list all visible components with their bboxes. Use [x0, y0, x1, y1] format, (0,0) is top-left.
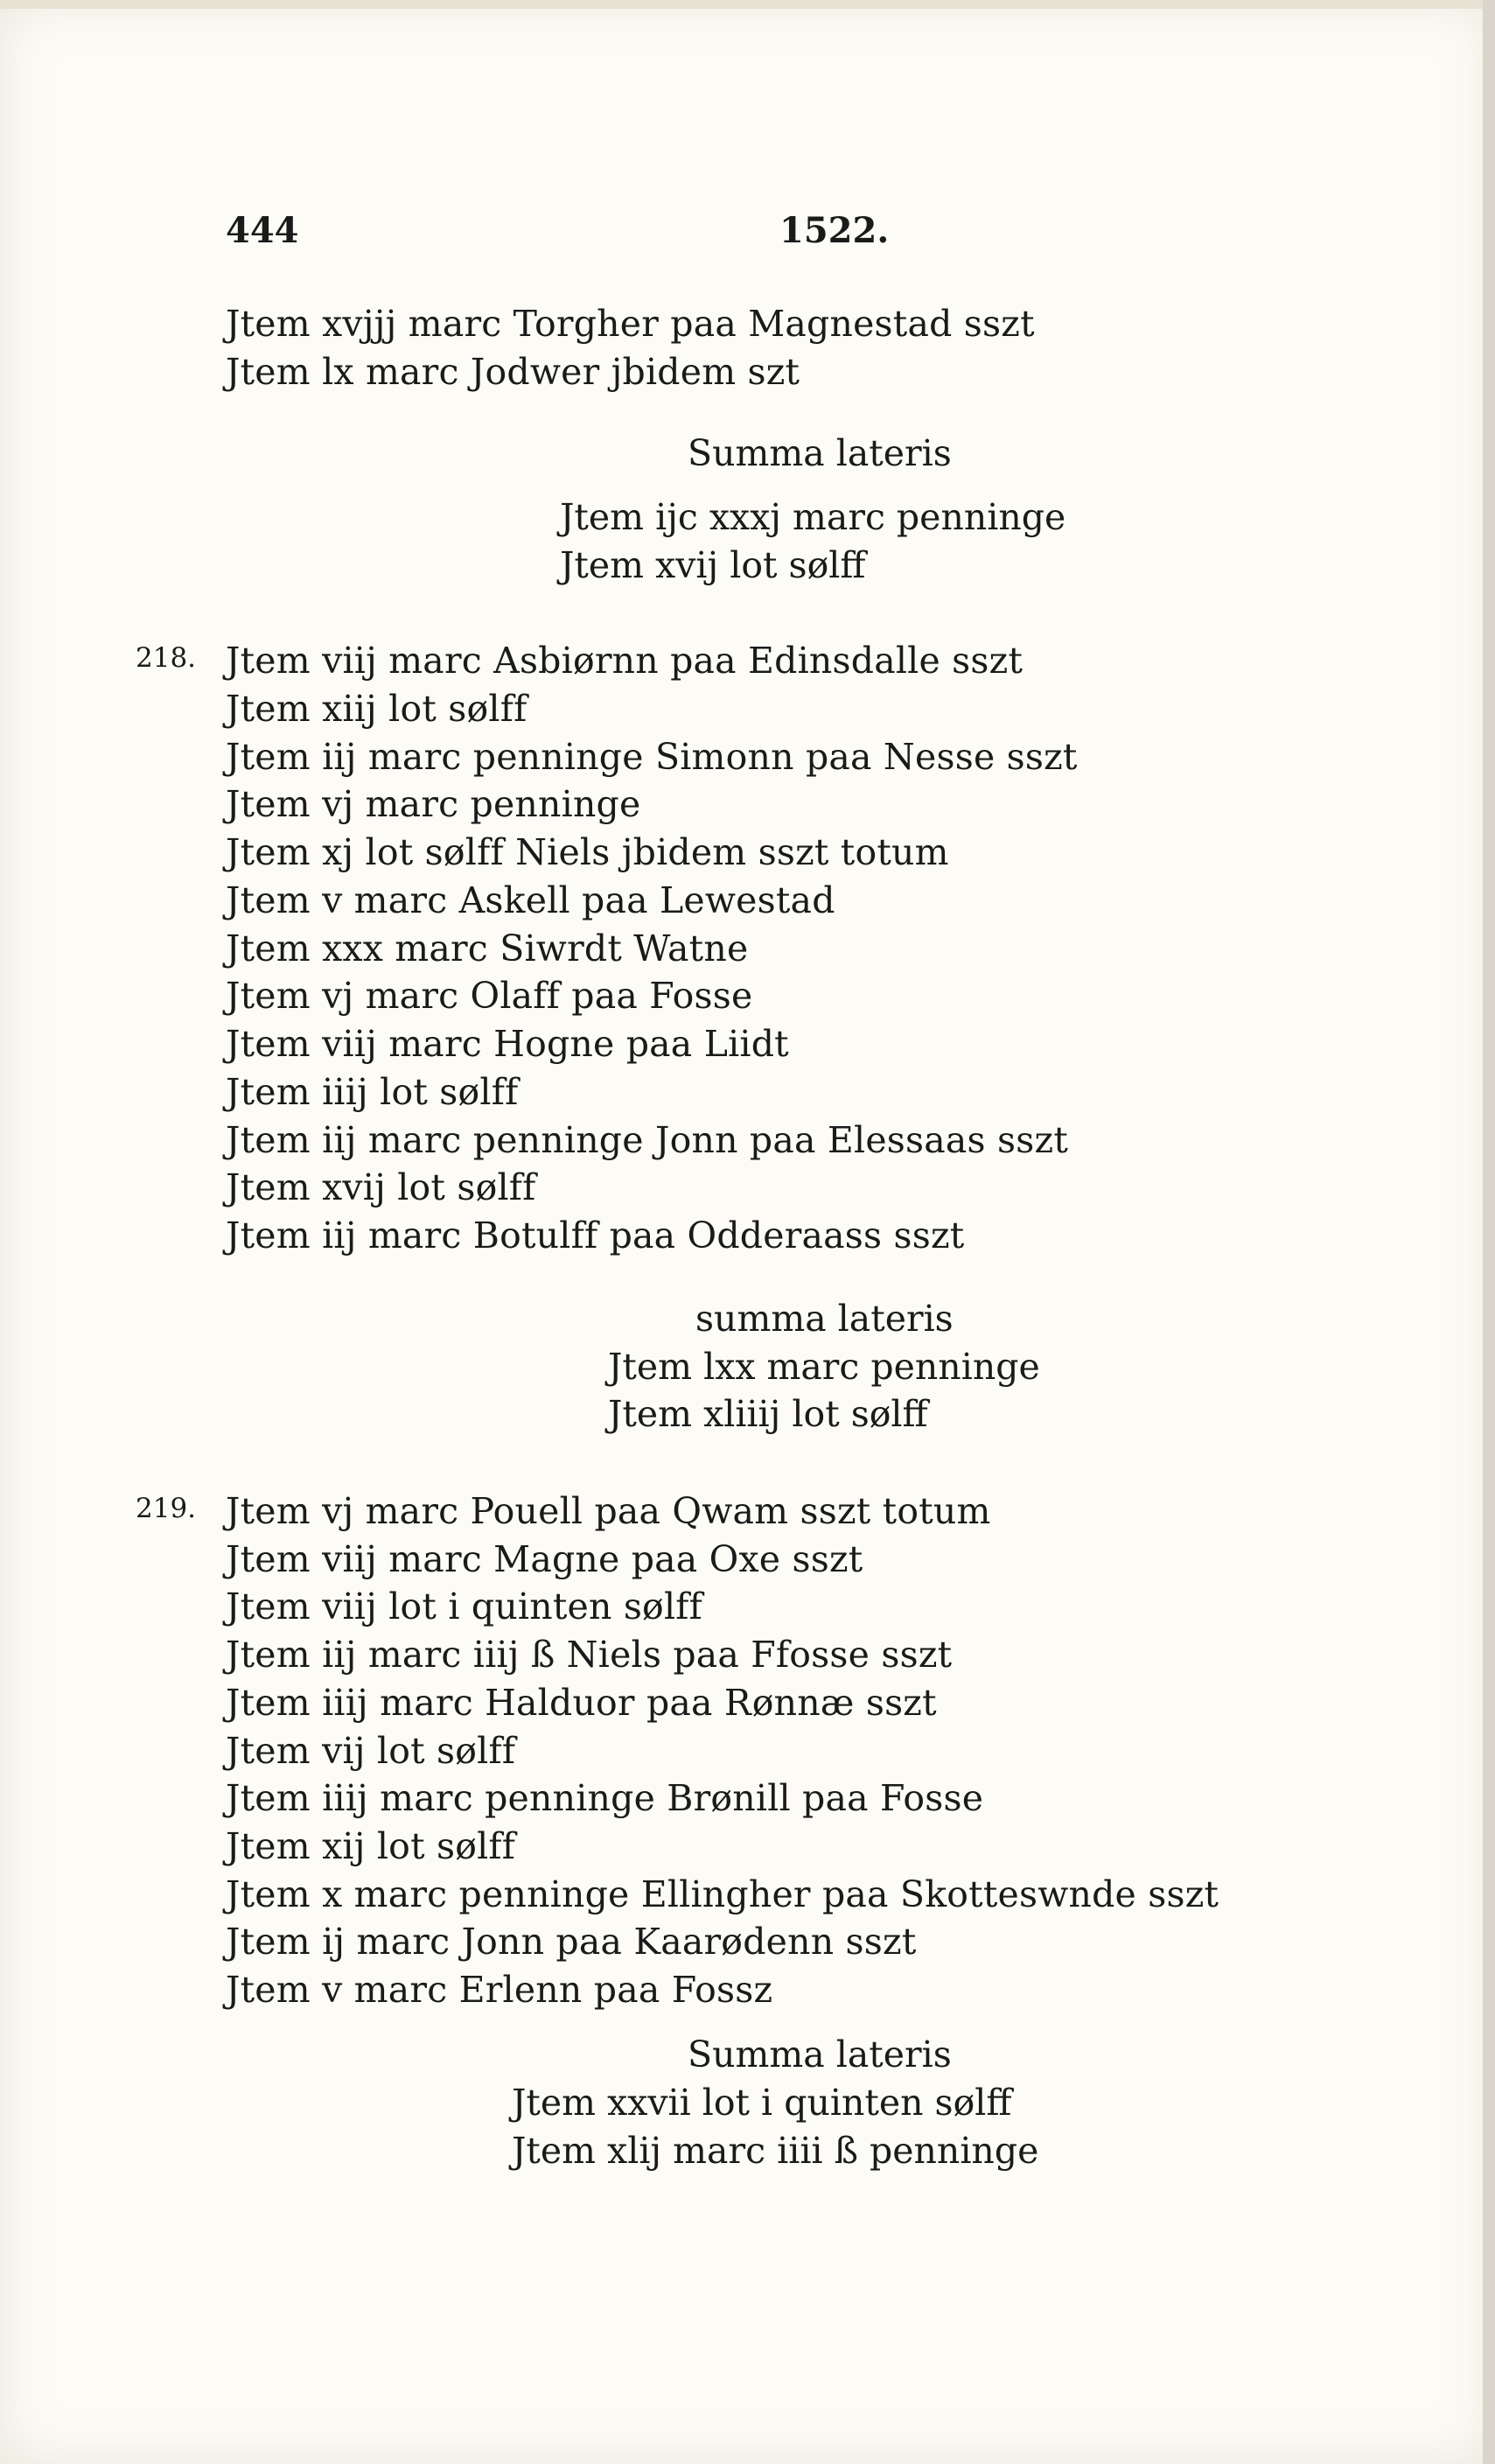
entry-line: Jtem viij marc Asbiørnn paa Edinsdalle sszt	[226, 640, 1023, 682]
entry-line: Jtem xvjjj marc Torgher paa Magnestad sszt	[226, 303, 1035, 345]
entry-number: 219.	[136, 1493, 197, 1524]
page-year: 1522.	[779, 210, 890, 251]
entry-line: Jtem vj marc Pouell paa Qwam sszt totum	[226, 1490, 991, 1532]
entry-line: Jtem x marc penninge Ellingher paa Skotteswnde sszt	[226, 1873, 1219, 1915]
entry-line: Jtem ij marc Jonn paa Kaarødenn sszt	[226, 1921, 917, 1963]
page-top-edge	[0, 0, 1495, 9]
entry-line: Jtem iij marc penninge Simonn paa Nesse sszt	[226, 736, 1078, 778]
entry-line: Jtem xj lot sølff Niels jbidem sszt totum	[226, 831, 949, 873]
entry-line: Jtem iiij marc Halduor paa Rønnæ sszt	[226, 1682, 937, 1724]
entry-line: Jtem vj marc penninge	[226, 783, 641, 825]
entry-line: Jtem viij marc Magne paa Oxe sszt	[226, 1538, 863, 1580]
summa-line: Jtem xxvii lot i quinten sølff	[512, 2082, 1012, 2124]
summa-title: Summa lateris	[688, 432, 952, 474]
entry-line: Jtem v marc Erlenn paa Fossz	[226, 1969, 773, 2011]
entry-line: Jtem lx marc Jodwer jbidem szt	[226, 351, 800, 393]
entry-line: Jtem iij marc iiij ß Niels paa Ffosse sszt	[226, 1634, 953, 1676]
summa-line: Jtem lxx marc penninge	[608, 1346, 1040, 1388]
entry-line: Jtem iiij lot sølff	[226, 1071, 519, 1113]
page-right-edge	[1483, 0, 1495, 2464]
entry-line: Jtem xvij lot sølff	[226, 1166, 536, 1208]
entry-line: Jtem xiij lot sølff	[226, 688, 527, 730]
summa-line: Jtem xvij lot sølff	[560, 544, 866, 586]
entry-line: Jtem iij marc Botulff paa Odderaass sszt	[226, 1214, 965, 1256]
summa-title: summa lateris	[695, 1298, 954, 1340]
entry-line: Jtem vij lot sølff	[226, 1730, 516, 1772]
page-number: 444	[226, 210, 299, 251]
summa-line: Jtem xlij marc iiii ß penninge	[512, 2130, 1039, 2172]
summa-line: Jtem ijc xxxj marc penninge	[560, 496, 1066, 538]
entry-line: Jtem vj marc Olaff paa Fosse	[226, 975, 753, 1017]
entry-number: 218.	[136, 642, 197, 674]
entry-line: Jtem xij lot sølff	[226, 1825, 516, 1867]
entry-line: Jtem iiij marc penninge Brønill paa Fosse	[226, 1777, 984, 1819]
entry-line: Jtem iij marc penninge Jonn paa Elessaas sszt	[226, 1119, 1068, 1161]
summa-line: Jtem xliiij lot sølff	[608, 1393, 928, 1435]
summa-title: Summa lateris	[688, 2034, 952, 2076]
entry-line: Jtem viij lot i quinten sølff	[226, 1586, 703, 1628]
entry-line: Jtem xxx marc Siwrdt Watne	[226, 928, 749, 970]
entry-line: Jtem v marc Askell paa Lewestad	[226, 879, 835, 921]
entry-line: Jtem viij marc Hogne paa Liidt	[226, 1023, 789, 1065]
